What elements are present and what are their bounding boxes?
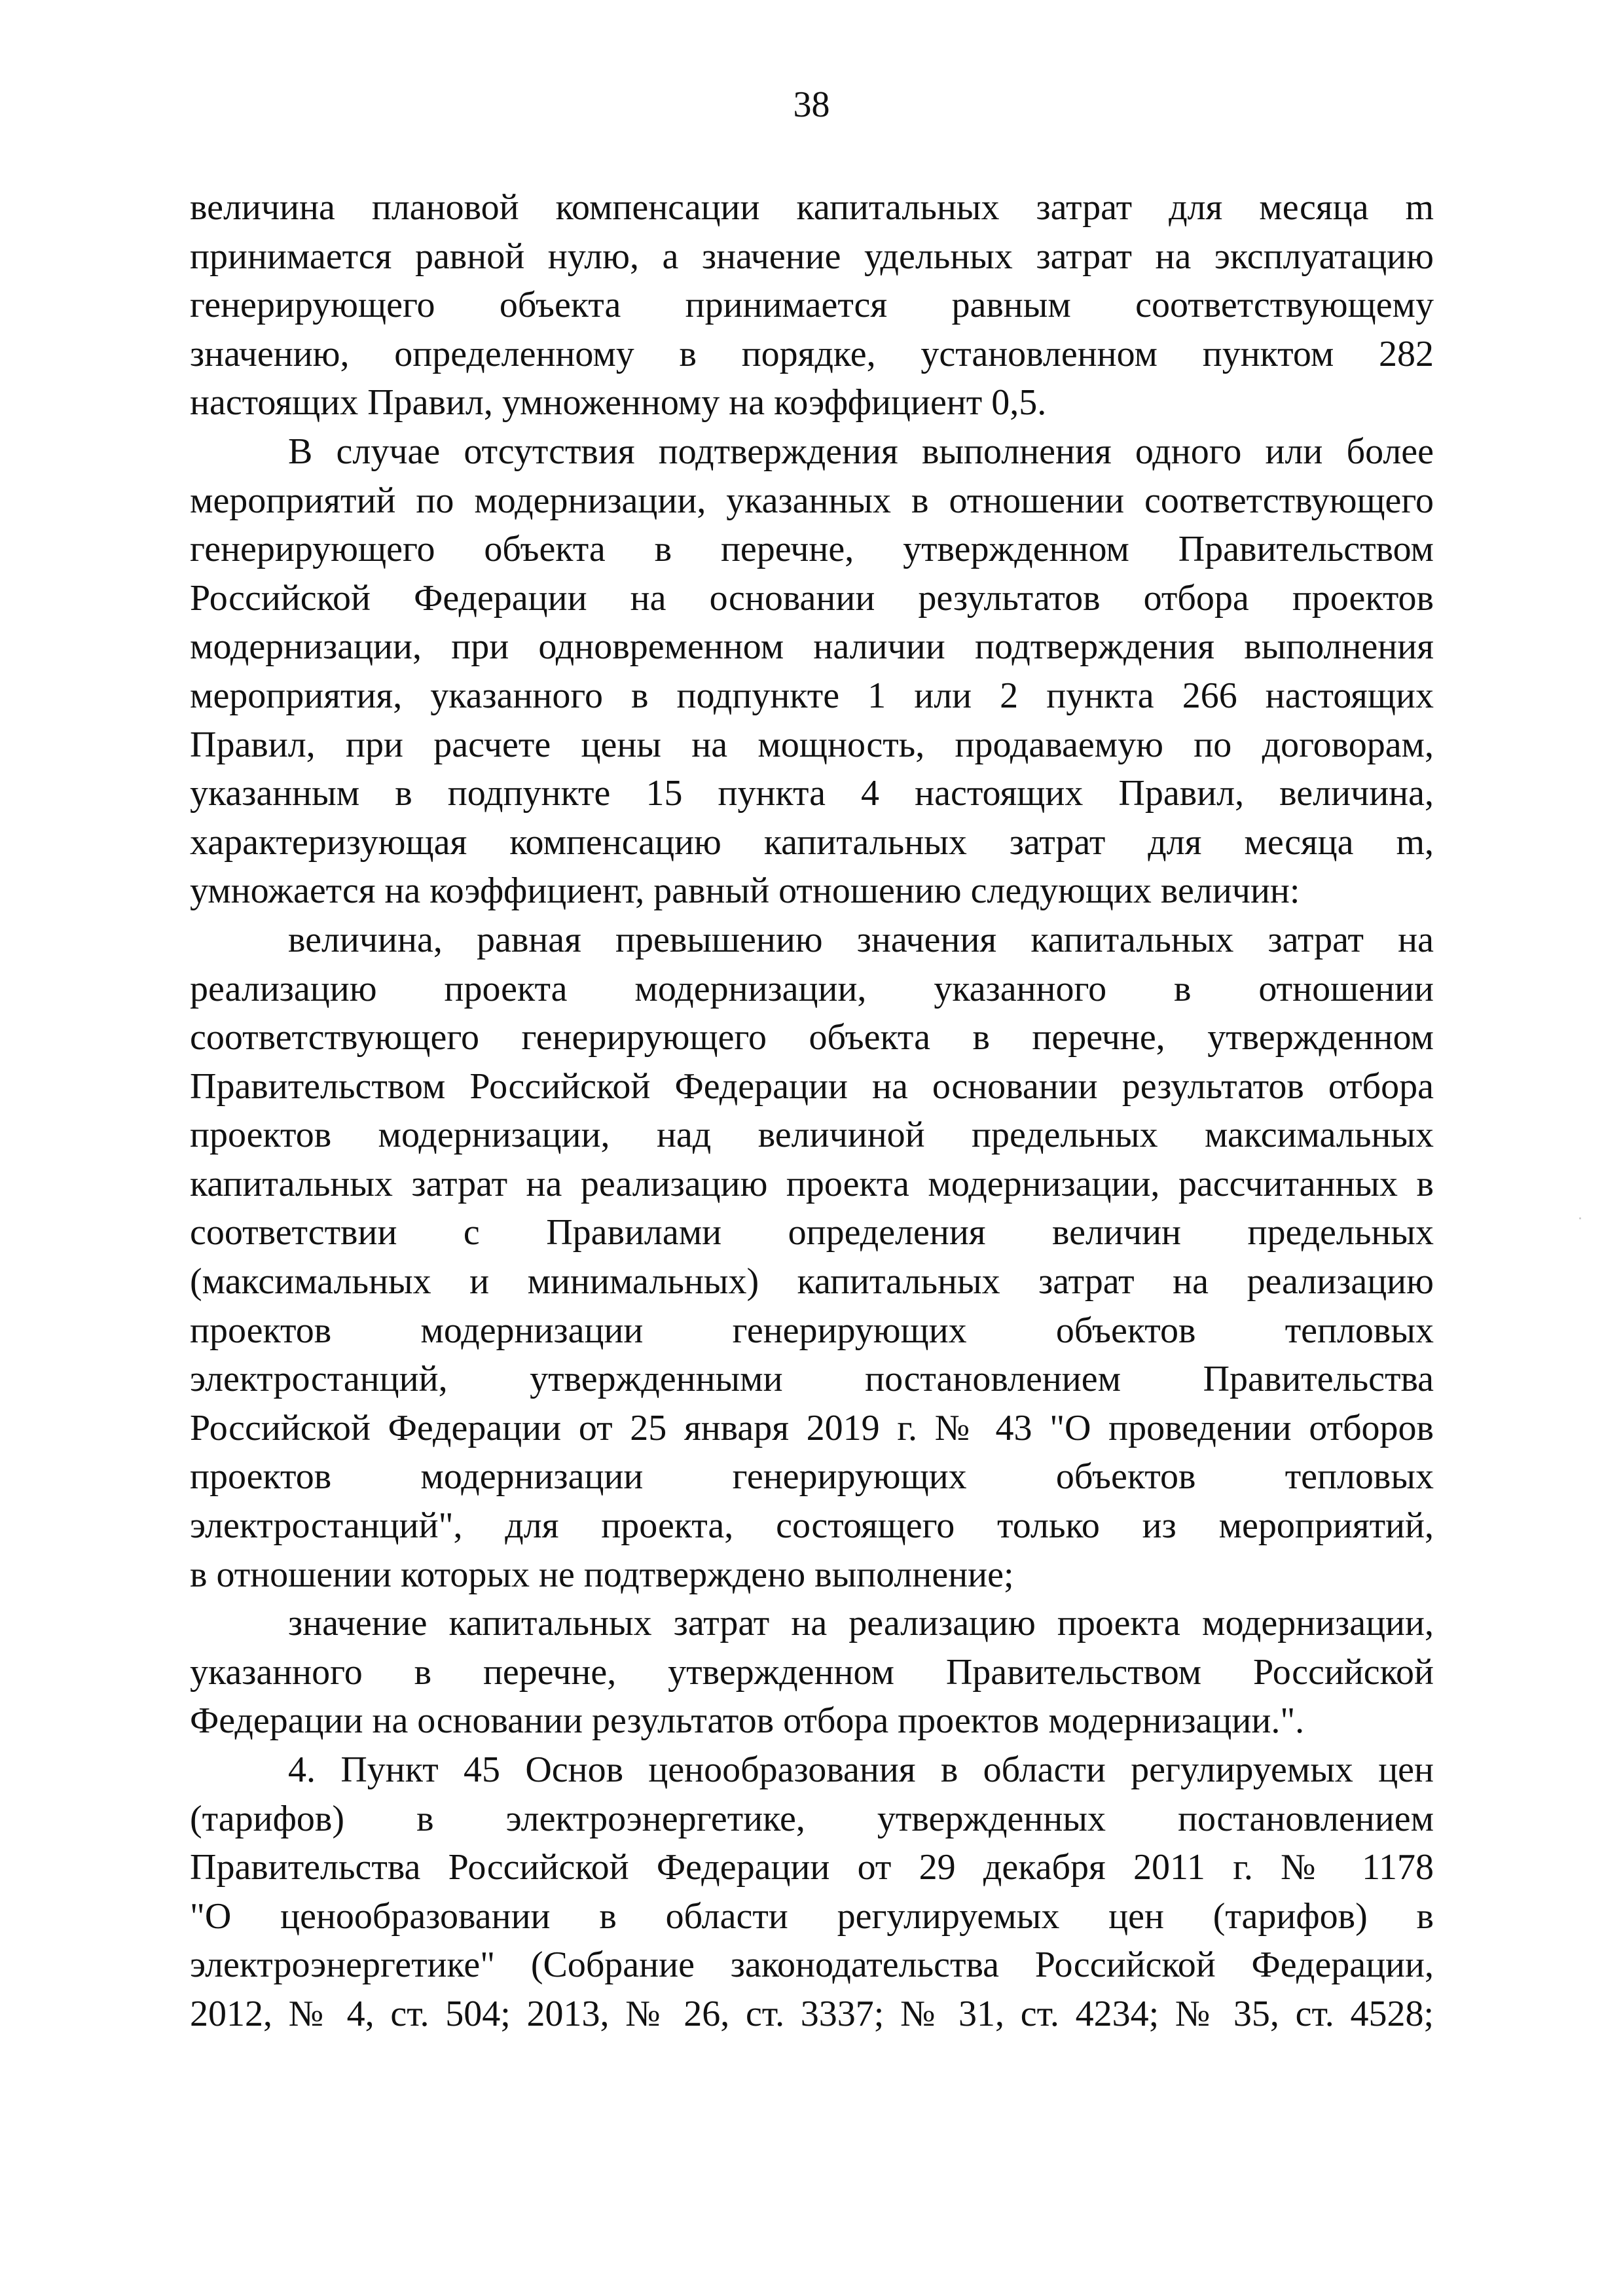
text-line: характеризующая компенсацию капитальных затрат для месяца m, <box>190 821 1434 863</box>
text-line: Правительством Российской Федерации на основании результатов отбора <box>190 1066 1434 1107</box>
text-line: умножается на коэффициент, равный отношению следующих величин: <box>190 870 1300 912</box>
paragraph <box>190 427 1434 916</box>
text-line: величина, равная превышению значения капитальных затрат на <box>288 919 1434 960</box>
text-line: значение капитальных затрат на реализацию проекта модернизации, <box>288 1603 1434 1644</box>
text-line: генерирующего объекта принимается равным соответствующему <box>190 285 1434 326</box>
text-line: "О ценообразовании в области регулируемых цен (тарифов) в <box>190 1895 1434 1937</box>
scan-artifact <box>1579 1217 1581 1219</box>
text-line: электростанций, утвержденными постановлением Правительства <box>190 1359 1434 1400</box>
text-line: значению, определенному в порядке, установленном пунктом 282 <box>190 333 1434 374</box>
text-line: реализацию проекта модернизации, указанного в отношении <box>190 968 1434 1009</box>
page-number: 38 <box>793 84 830 125</box>
text-line: 2012, № 4, ст. 504; 2013, № 26, ст. 3337; № 31, ст. 4234; № 35, ст. 4528; <box>190 1993 1434 2034</box>
text-line: Правительства Российской Федерации от 29 декабря 2011 г. № 1178 <box>190 1847 1434 1888</box>
text-line: Федерации на основании результатов отбора проектов модернизации.". <box>190 1700 1305 1742</box>
text-line: 4. Пункт 45 Основ ценообразования в области регулируемых цен <box>288 1749 1434 1790</box>
text-line: проектов модернизации, над величиной предельных максимальных <box>190 1115 1434 1156</box>
text-line: соответствующего генерирующего объекта в перечне, утвержденном <box>190 1017 1434 1058</box>
text-line: принимается равной нулю, а значение удельных затрат на эксплуатацию <box>190 236 1434 277</box>
text-line: капитальных затрат на реализацию проекта модернизации, рассчитанных в <box>190 1163 1434 1204</box>
text-line: В случае отсутствия подтверждения выполнения одного или более <box>288 431 1434 472</box>
text-line: настоящих Правил, умноженному на коэффициент 0,5. <box>190 382 1047 423</box>
text-line: модернизации, при одновременном наличии подтверждения выполнения <box>190 626 1434 668</box>
text-line: величина плановой компенсации капитальных затрат для месяца m <box>190 187 1434 228</box>
paragraph <box>190 1746 1434 2039</box>
text-line: проектов модернизации генерирующих объектов тепловых <box>190 1310 1434 1351</box>
text-line: генерирующего объекта в перечне, утвержденном Правительством <box>190 529 1434 570</box>
text-line: соответствии с Правилами определения величин предельных <box>190 1212 1434 1253</box>
text-line: электростанций", для проекта, состоящего только из мероприятий, <box>190 1505 1434 1547</box>
text-line: проектов модернизации генерирующих объектов тепловых <box>190 1456 1434 1498</box>
text-line: электроэнергетике" (Собрание законодательства Российской Федерации, <box>190 1945 1434 1986</box>
text-line: Правил, при расчете цены на мощность, продаваемую по договорам, <box>190 724 1434 765</box>
text-line: в отношении которых не подтверждено выполнение; <box>190 1554 1014 1595</box>
text-line: указанного в перечне, утвержденном Правительством Российской <box>190 1651 1434 1693</box>
text-line: (максимальных и минимальных) капитальных затрат на реализацию <box>190 1261 1434 1302</box>
text-line: (тарифов) в электроэнергетике, утвержденных постановлением <box>190 1798 1434 1839</box>
text-line: Российской Федерации на основании результатов отбора проектов <box>190 577 1434 619</box>
text-line: указанным в подпункте 15 пункта 4 настоящих Правил, величина, <box>190 773 1434 814</box>
paragraph <box>190 183 1434 427</box>
document-body <box>190 183 1434 2039</box>
paragraph <box>190 916 1434 1599</box>
paragraph <box>190 1599 1434 1746</box>
text-line: Российской Федерации от 25 января 2019 г. № 43 "О проведении отборов <box>190 1407 1434 1448</box>
text-line: мероприятия, указанного в подпункте 1 или 2 пункта 266 настоящих <box>190 675 1434 716</box>
text-line: мероприятий по модернизации, указанных в отношении соответствующего <box>190 480 1434 521</box>
